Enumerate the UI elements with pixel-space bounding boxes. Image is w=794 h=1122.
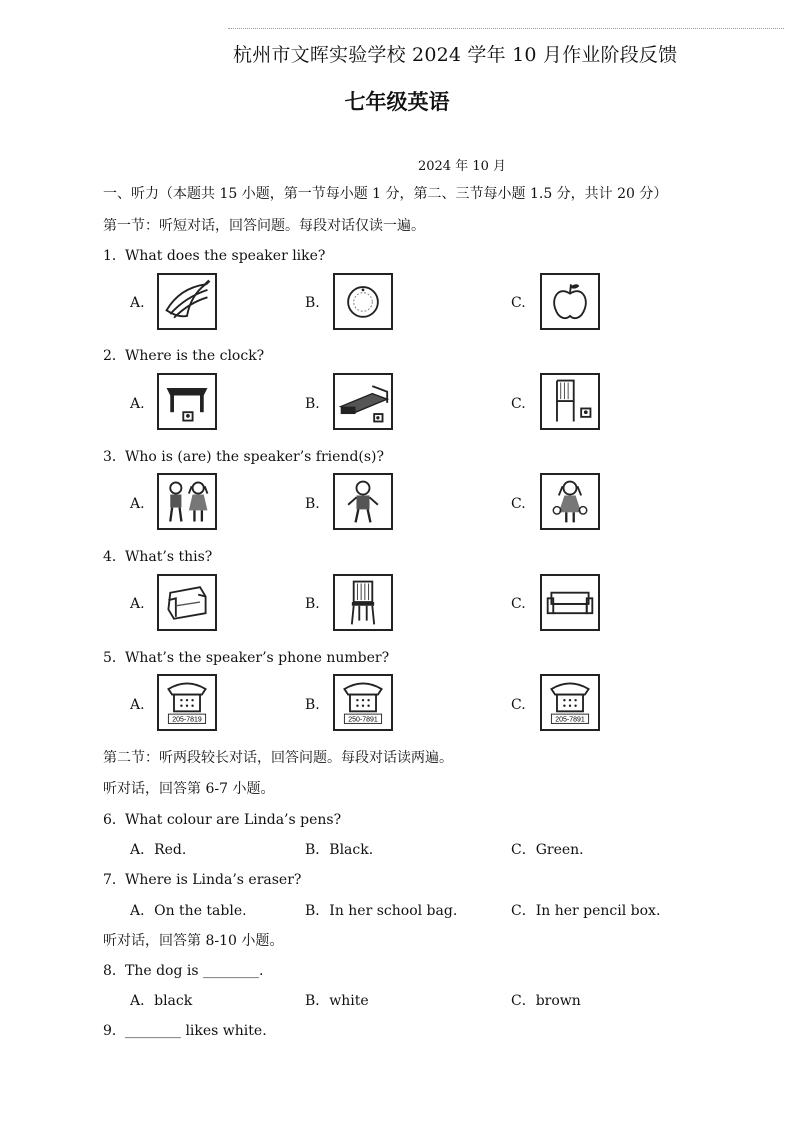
- option-label-c: C.: [511, 697, 526, 713]
- option-label-b: B.: [305, 496, 320, 512]
- question-number: 6．: [103, 812, 126, 828]
- question-number: 8．: [103, 963, 126, 979]
- question-7: [103, 869, 301, 889]
- boy-icon: [333, 473, 393, 530]
- option-label-c: C.: [511, 596, 526, 612]
- apple-icon: [540, 273, 600, 330]
- question-text: What’s this?: [125, 549, 213, 565]
- option-label-b: B.: [305, 295, 320, 311]
- girl-icon: [540, 473, 600, 530]
- question-text: What colour are Linda’s pens?: [125, 812, 342, 828]
- question-text: Where is Linda’s eraser?: [125, 872, 302, 888]
- part1-title: 一、听力（本题共 15 小题，第一节每小题 1 分，第二、三节每小题 1.5 分，共计 20 分）: [103, 186, 668, 202]
- option-b: B．white: [305, 993, 369, 1009]
- question-number: 3．: [103, 449, 126, 465]
- option-label-c: C.: [511, 295, 526, 311]
- option-label-a: A.: [130, 396, 145, 412]
- school-title: 杭州市文晖实验学校 2024 学年 10 月作业阶段反馈: [233, 44, 678, 66]
- option-label-a: A.: [130, 697, 145, 713]
- banana-icon: [157, 273, 217, 330]
- option-label-a: A.: [130, 295, 145, 311]
- question-text: The dog is ________.: [125, 963, 264, 979]
- question-text: ________ likes white.: [125, 1023, 267, 1039]
- question-number: 5．: [103, 650, 126, 666]
- armchair-icon: [157, 574, 217, 631]
- boy-and-girl-icon: [157, 473, 217, 530]
- option-c: C．brown: [511, 993, 581, 1009]
- question-3: [103, 446, 384, 466]
- option-label-c: C.: [511, 396, 526, 412]
- option-label-c: C.: [511, 496, 526, 512]
- option-label-b: B.: [305, 396, 320, 412]
- question-number: 7．: [103, 872, 126, 888]
- phone-number: 205-7891: [555, 716, 585, 724]
- question-9: [103, 1020, 267, 1040]
- option-a: A．On the table.: [130, 903, 247, 919]
- option-b: B．In her school bag.: [305, 903, 458, 919]
- table-clock-icon: [157, 373, 217, 430]
- question-4: [103, 546, 212, 566]
- phone-number: 250-7891: [348, 716, 378, 724]
- chair-icon: [333, 574, 393, 631]
- option-label-a: A.: [130, 596, 145, 612]
- section1-instruction: 第一节：听短对话，回答问题。每段对话仅读一遍。: [103, 218, 425, 234]
- question-number: 9．: [103, 1023, 126, 1039]
- exam-date: 2024 年 10 月: [417, 159, 507, 174]
- dialogue1-instruction: 听对话，回答第 6-7 小题。: [103, 781, 275, 797]
- chair-clock-icon: [540, 373, 600, 430]
- dialogue2-instruction: 听对话，回答第 8-10 小题。: [103, 933, 284, 949]
- bed-clock-icon: [333, 373, 393, 430]
- question-text: What’s the speaker’s phone number?: [125, 650, 390, 666]
- telephone-icon: [157, 674, 217, 731]
- question-6: [103, 809, 341, 829]
- telephone-icon: [333, 674, 393, 731]
- phone-number: 205-7819: [172, 716, 202, 724]
- option-a: A．black: [130, 993, 193, 1009]
- question-8: [103, 960, 263, 980]
- question-number: 1．: [103, 248, 126, 264]
- question-number: 2．: [103, 348, 126, 364]
- subject-title: 七年级英语: [344, 90, 450, 114]
- option-label-a: A.: [130, 496, 145, 512]
- option-label-b: B.: [305, 697, 320, 713]
- question-1: [103, 245, 325, 265]
- question-number: 4．: [103, 549, 126, 565]
- question-text: Where is the clock?: [125, 348, 265, 364]
- sofa-icon: [540, 574, 600, 631]
- top-rule: [228, 28, 784, 29]
- option-label-b: B.: [305, 596, 320, 612]
- orange-icon: [333, 273, 393, 330]
- option-c: C．In her pencil box.: [511, 903, 661, 919]
- question-text: Who is (are) the speaker’s friend(s)?: [125, 449, 385, 465]
- option-a: A．Red.: [130, 842, 187, 858]
- question-2: [103, 345, 264, 365]
- question-5: [103, 647, 389, 667]
- question-text: What does the speaker like?: [125, 248, 326, 264]
- telephone-icon: [540, 674, 600, 731]
- option-b: B．Black.: [305, 842, 374, 858]
- option-c: C．Green.: [511, 842, 584, 858]
- section2-instruction: 第二节：听两段较长对话，回答问题。每段对话读两遍。: [103, 750, 453, 766]
